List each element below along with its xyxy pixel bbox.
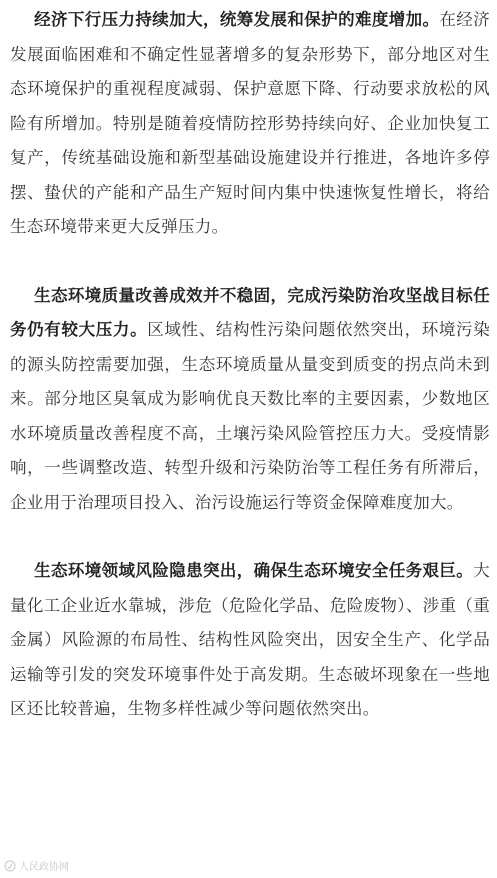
paragraph-text: 区域性、结构性污染问题依然突出，环境污染的源头防控需要加强，生态环境质量从量变到质变的拐点尚未到来。部分地区臭氧成为影响优良天数比率的主要因素，少数地区水环境质量改善程度不高，土壤污染风险管控压力大。受疫情影响，一些调整改造、转型升级和污染防治等工程任务有所滞后，企业用于治理项目投入、治污设施运行等资金保障难度加大。 <box>10 320 491 512</box>
watermark-logo-icon <box>4 860 16 872</box>
paragraph-risk <box>10 554 490 727</box>
paragraph-economy <box>10 3 490 245</box>
watermark-text: 人民政协网 <box>19 862 69 873</box>
paragraph-text: 在经济发展面临困难和不确定性显著增多的复杂形势下，部分地区对生态环境保护的重视程度减弱、保护意愿下降、行动要求放松的风险有所增加。特别是随着疫情防控形势持续向好、企业加快复工复产，传统基础设施和新型基础设施建设并行推进，各地许多停摆、蛰伏的产能和产品生产短时间内集中快速恢复性增长，将给生态环境带来更大反弹压力。 <box>10 10 490 236</box>
paragraph-lead: 经济下行压力持续加大，统筹发展和保护的难度增加。 <box>34 10 440 29</box>
article-body <box>10 3 490 727</box>
paragraph-text: 大量化工企业近水靠城，涉危（危险化学品、危险废物）、涉重（重金属）风险源的布局性、结构性风险突出，因安全生产、化学品运输等引发的突发环境事件处于高发期。生态破坏现象在一些地区还比较普遍，生物多样性减少等问题依然突出。 <box>10 561 490 718</box>
watermark <box>4 858 69 873</box>
paragraph-lead: 生态环境领域风险隐患突出，确保生态环境安全任务艰巨。 <box>34 561 474 580</box>
paragraph-lead: 生态环境质量改善成效并不稳固，完成污染防治攻坚战目标任务仍有较大压力。 <box>10 285 490 339</box>
paragraph-quality <box>10 279 490 521</box>
